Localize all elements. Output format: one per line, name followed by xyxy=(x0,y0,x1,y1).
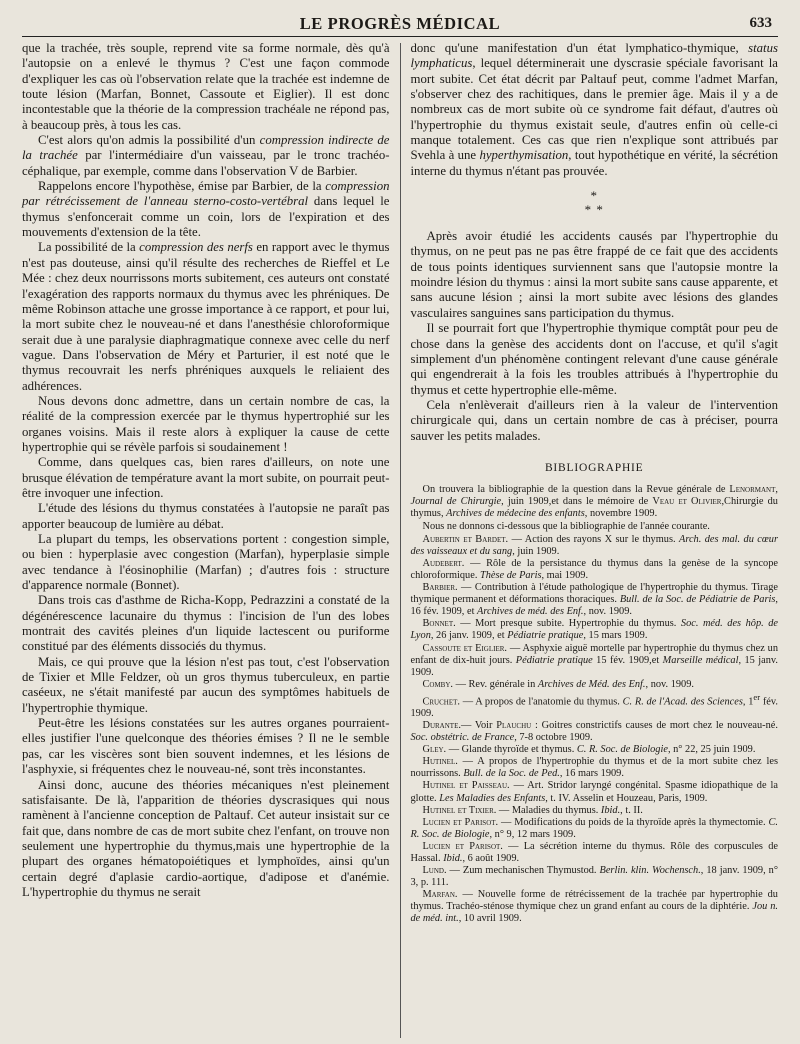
bibliography-entry: Durante.— Voir Plauchu : Goitres constrictifs causes de mort chez le nouveau-né. Soc. obstétric. de France, 7-8 octobre 1909. xyxy=(410,720,778,744)
bibliography-entry: Hutinel et Paisseau. — Art. Stridor laryngé congénital. Spasme idiopathique de la glotte. Les Maladies des Enfants, t. IV. Asselin et Houzeau, Paris, 1909. xyxy=(410,780,778,804)
journal-title: LE PROGRÈS MÉDICAL xyxy=(299,14,501,33)
page-number: 633 xyxy=(749,15,772,31)
bibliography-intro xyxy=(410,484,778,533)
paragraph: Cela n'enlèverait d'ailleurs rien à la valeur de l'intervention chirurgicale qui, dans un certain nombre de cas à préciser, pourra sauver les petits malades. xyxy=(410,397,778,443)
paragraph: Ainsi donc, aucune des théories mécaniques n'est pleinement satisfaisante. De là, l'apparition de théories dyscrasiques qui nous ramènent à l'ancienne conception de Paltauf. Cet auteur insistait sur ce fait que, dans nombre de cas de mort subite chez l'enfant, on trouve non seulement une hypertrophie du thymus,mais une hypertrophie de la plupart des organes hématopoiétiques et lymphoïdes, ainsi qu'un certain degré d'aplasie cardio-aortique, d'adipose et d'anémie. L'hypertrophie du thymus ne serait xyxy=(22,777,390,899)
bibliography-entry: Lund. — Zum mechanischen Thymustod. Berlin. klin. Wochensch., 18 janv. 1909, n° 3, p. 111. xyxy=(410,864,778,888)
right-column-text xyxy=(410,41,778,444)
bibliography-entry: Gley. — Glande thyroïde et thymus. C. R. Soc. de Biologie, n° 22, 25 juin 1909. xyxy=(422,744,756,756)
bibliography-entry: Comby. — Rev. générale in Archives de Méd. des Enf., nov. 1909. xyxy=(422,678,694,690)
bibliography-entry: Hutinel et Tixier. — Maladies du thymus. Ibid., t. II. xyxy=(422,804,643,816)
bibliography-title: BIBLIOGRAPHIE xyxy=(544,461,644,474)
bibliography-intro-paragraph: Nous ne donnons ci-dessous que la bibliographie de l'année courante. xyxy=(422,521,710,533)
paragraph: La possibilité de la compression des nerfs en rapport avec le thymus n'est pas douteuse, ainsi qu'il résulte des recherches de Rieffel et Le Mée : chez deux nourrissons morts subitement, ces auteurs ont constaté l'exagération des rapports normaux du thymus avec les phréniques. De même Robinson attache une grosse importance à ce rapport, et pour lui, la mort subite chez le nouveau-né et dans l'anesthésie chloroformique serait due à une paralysie diaphragmatique connexe avec celle du nerf vague. Dans l'observation de Méry et Parturier, il est noté que le thymus recouvrait les nerfs phréniques auxquels le reliaient des adhérences. xyxy=(22,240,390,393)
bibliography-entry: Marfan. — Nouvelle forme de rétrécissement de la trachée par hypertrophie du thymus. Trachéo-sténose thymique chez un grand enfant au cours de la diphtérie. Jou n. de méd. int., 10 avril 1909. xyxy=(410,888,778,924)
paragraph: Rappelons encore l'hypothèse, émise par Barbier, de la compression par rétrécissement de l'anneau sterno-costo-vertébral dans lequel le thymus s'enfoncerait comme un coin, lors de l'expiration et des mouvements d'extension de la tête. xyxy=(22,179,390,240)
paragraph: Mais, ce qui prouve que la lésion n'est pas tout, c'est l'observation de Tixier et Mlle Feldzer, où un gros thymus tuberculeux, en partie caséeux, ne s'était manifesté par aucun des symptômes habituels de l'hypertrophie thymique. xyxy=(22,654,390,715)
paragraph: Nous devons donc admettre, dans un certain nombre de cas, la réalité de la compression exercée par le thymus hypertrophié sur les organes voisins. Mais il reste alors à expliquer la cause de cette hypertrophie qui se révèle parfois si soudainement ! xyxy=(22,393,390,454)
bibliography-entry: Barbier. — Contribution à l'étude pathologique de l'hypertrophie du thymus. Tirage thymique permanent et déformations thoraciques. Bull. de la Soc. de Pédiatrie de Paris, 16 fév. 1909, et Archives de méd. des Enf., nov. 1909. xyxy=(410,582,778,618)
bibliography-entry: Aubertin et Bardet. — Action des rayons X sur le thymus. Arch. des mal. du cœur des vaisseaux et du sang, juin 1909. xyxy=(410,534,778,558)
bibliography-list xyxy=(410,534,778,925)
paragraph: Peut-être les lésions constatées sur les autres organes pourraient-elles justifier l'une quelconque des théories émises ? Il ne le semble pas, car les viscères sont bien souvent indemnes, et les lésions de l'asphyxie, si fréquentes chez le nouveau-né, sont très inconstantes. xyxy=(22,716,390,777)
paragraph: donc qu'une manifestation d'un état lymphatico-thymique, status lymphaticus, lequel déterminerait une dyscrasie spéciale favorisant la mort subite. Cet état décrit par Paltauf peut, comme l'admet Marfan, s'observer chez des rachitiques, dans le premier âge. Mais il y a de nombreux cas de mort subite où ce syndrome fait défaut, d'autres où l'hypertrophie du thymus existait seule, d'autres enfin où celle-ci manque totalement. Ces cas que rien n'explique sont attribués par Svehla à une hyperthymisation, tout hypothétique en vérité, la sécrétion interne du thymus n'étant pas prouvée. xyxy=(410,41,778,178)
bibliography-entry: Cassoute et Eiglier. — Asphyxie aiguë mortelle par hypertrophie du thymus chez un enfant de dix-huit jours. Pédiatrie pratique 15 fév. 1909,et Marseille médical, 15 janv. 1909. xyxy=(410,642,778,678)
bibliography-intro-paragraph: On trouvera la bibliographie de la question dans la Revue générale de Lenormant, Journal de Chirurgie, juin 1909,et dans le mémoire de Veau et Olivier,Chirurgie du thymus, Archives de médecine des enfants, novembre 1909. xyxy=(410,483,778,519)
paragraph: Il se pourrait fort que l'hypertrophie thymique comptât pour peu de chose dans la genèse des accidents dont on l'accuse, et qu'il s'agit simplement d'un phénomène contingent relevant d'une cause générale qui engendrerait à la fois les troubles attribués à l'hypertrophie du thymus et cette hypertrophie elle-même. xyxy=(410,321,778,397)
bibliography-entry: Lucien et Parisot. — Modifications du poids de la thyroïde après la thymectomie. C. R. Soc. de Biologie, n° 9, 12 mars 1909. xyxy=(410,816,778,840)
paragraph: Après avoir étudié les accidents causés par l'hypertrophie du thymus, on ne peut pas ne pas être frappé de ce fait que des accidents de tous points identiques surviennent sans que l'autopsie montre la moindre lésion du thymus : ainsi la mort subite sans cause apparente, et sans aucune lésion ; ainsi la mort subite avec lésions des glandes vasculaires sanguines sans participation du thymus. xyxy=(410,229,778,320)
bibliography-entry: Bonnet. — Mort presque subite. Hypertrophie du thymus. Soc. méd. des hôp. de Lyon, 26 janv. 1909, et Pédiatrie pratique, 15 mars 1909. xyxy=(410,618,778,642)
right-column xyxy=(410,41,778,1040)
page-header xyxy=(22,0,778,34)
bibliography-entry: Cruchet. — A propos de l'anatomie du thymus. C. R. de l'Acad. des Sciences, 1er fév. 1909. xyxy=(410,691,778,720)
bibliography-entry: Lucien et Parisot. — La sécrétion interne du thymus. Rôle des corpuscules de Hassal. Ibid., 6 août 1909. xyxy=(410,840,778,864)
paragraph: Dans trois cas d'asthme de Richa-Kopp, Pedrazzini a constaté de la dégénérescence lacunaire du thymus : l'incision de l'un des lobes montrait des cavités pleines d'un liquide lactescent ou puriforme constitué par des éléments dissociés du thymus. xyxy=(22,593,390,654)
section-break-asterisks: * * * xyxy=(584,188,604,218)
bibliography-entry: Hutinel. — A propos de l'hypertrophie du thymus et de la mort subite chez les nourrissons. Bull. de la Soc. de Ped., 16 mars 1909. xyxy=(410,756,778,780)
bibliography-section xyxy=(410,462,778,925)
paragraph: La plupart du temps, les observations portent : congestion simple, ou bien : hyperplasie avec congestion (Marfan), hyperplasie simple avec tendance à l'éosinophilie (Marfan) ; d'autres fois : structure d'apparence normale (Bonnet). xyxy=(22,532,390,593)
paragraph: Comme, dans quelques cas, bien rares d'ailleurs, on note une brusque élévation de température avant la mort subite, on pourrait peut-être invoquer une infection. xyxy=(22,455,390,500)
two-column-body xyxy=(22,41,778,1040)
header-rule xyxy=(22,36,778,37)
paragraph: C'est alors qu'on admis la possibilité d'un compression indirecte de la trachée par l'intermédiaire d'un vaisseau, par le tronc trachéo-céphalique, par exemple, comme dans l'observation V de Barbier. xyxy=(22,133,390,178)
left-column xyxy=(22,41,390,1040)
paragraph: que la trachée, très souple, reprend vite sa forme normale, dès qu'à l'autopsie on a enlevé le thymus ? C'est une façon commode d'expliquer les cas où l'observation relate que la trachée est indemne de toute lésion (Marfan, Bonnet, Cassoute et Eiglier). Il est donc incontestable que la théorie de la compression trachéale ne répond pas, à beaucoup près, à tous les cas. xyxy=(22,41,390,132)
paragraph: L'étude des lésions du thymus constatées à l'autopsie ne paraît pas apporter beaucoup de lumière au débat. xyxy=(22,501,390,531)
bibliography-entry: Audebert. — Rôle de la persistance du thymus dans la genèse de la syncope chloroformique. Thèse de Paris, mai 1909. xyxy=(410,558,778,582)
column-divider xyxy=(400,43,401,1038)
